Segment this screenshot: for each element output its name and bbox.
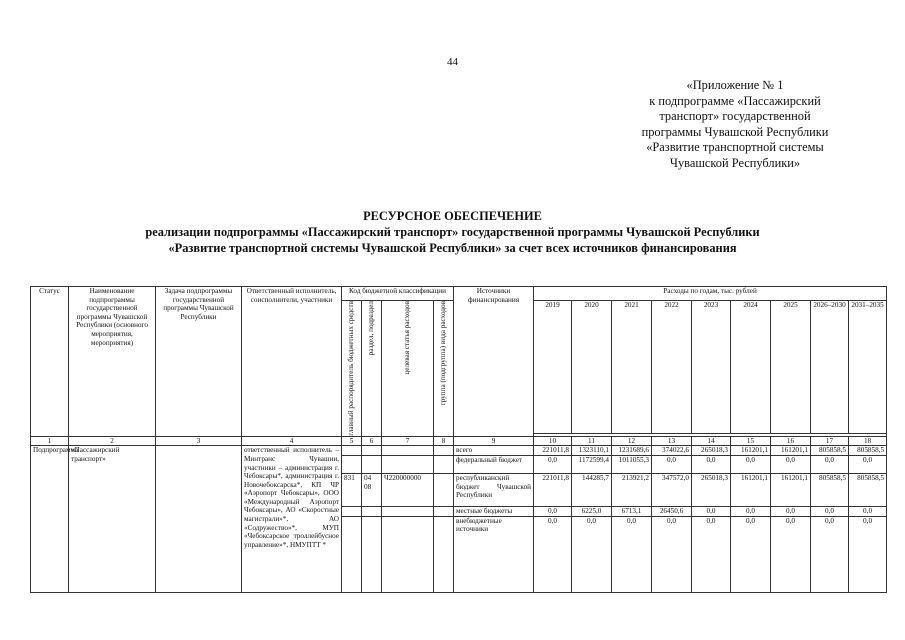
cell-value: 0,0	[692, 516, 731, 592]
cell-value: 0,0	[849, 516, 887, 592]
cell-group	[434, 473, 454, 506]
header-task: Задача подпрограммы государственной программы Чувашской Республики	[156, 287, 242, 437]
column-number: 9	[454, 436, 534, 446]
heading-title: РЕСУРСНОЕ ОБЕСПЕЧЕНИЕ	[363, 209, 542, 223]
header-year: 2020	[572, 301, 612, 434]
cell-grbs: 831	[342, 473, 362, 506]
cell-value: 0,0	[771, 455, 811, 473]
header-year: 2019	[534, 301, 572, 434]
header-code-col	[382, 301, 434, 437]
appendix-line: «Приложение № 1	[686, 78, 784, 92]
column-number: 14	[692, 436, 731, 446]
cell-value: 0,0	[692, 506, 731, 516]
cell-value: 0,0	[731, 455, 771, 473]
column-number: 18	[849, 436, 887, 446]
cell-value: 0,0	[572, 516, 612, 592]
cell-status: Подпрограмма	[31, 446, 69, 592]
cell-value: 1172599,4	[572, 455, 612, 473]
page-number: 44	[447, 56, 458, 68]
cell-target	[382, 506, 434, 516]
cell-value: 6713,1	[612, 506, 652, 516]
cell-value: 213921,2	[612, 473, 652, 506]
header-year: 2026–2030	[811, 301, 849, 434]
cell-group	[434, 446, 454, 456]
header-name: Наименование подпрограммы государственной программы Чувашской Республики (основного мероприятия, мероприятия)	[69, 287, 156, 437]
header-year: 2023	[692, 301, 731, 434]
column-number: 5	[342, 436, 362, 446]
header-status: Статус	[31, 287, 69, 437]
header-year: 2021	[612, 301, 652, 434]
cell-responsible: ответственный исполнитель – Минтранс Чувашии, участники – администрация г. Чебоксары*, администрация г. Новочебоксарска*, КП ЧР «Аэропорт Чебоксары», ООО «Международный Аэропорт Чебоксары», АО «Скоростные магистрали»*, АО «Содружество»*, МУП «Чебоксарское троллейбусное управление»*, НМУПТТ *	[242, 446, 342, 592]
column-numbers-row	[31, 436, 887, 446]
appendix-line: Чувашской Республики»	[669, 155, 801, 170]
header-code-label: целевая статья расходов	[403, 301, 412, 375]
header-sources: Источники финансирования	[454, 287, 534, 437]
header-code-col	[434, 301, 454, 437]
cell-section	[362, 455, 382, 473]
cell-value: 0,0	[534, 516, 572, 592]
column-number: 11	[572, 436, 612, 446]
cell-value: 805858,5	[849, 473, 887, 506]
column-number: 4	[242, 436, 342, 446]
cell-target	[382, 516, 434, 592]
cell-value: 0,0	[811, 506, 849, 516]
cell-value: 805858,5	[811, 473, 849, 506]
cell-section	[362, 516, 382, 592]
cell-value: 0,0	[731, 506, 771, 516]
cell-value: 0,0	[731, 516, 771, 592]
cell-name: «Пассажирский транспорт»	[69, 446, 156, 592]
header-row	[31, 287, 887, 301]
cell-value: 1011055,3	[612, 455, 652, 473]
column-number: 8	[434, 436, 454, 446]
column-number: 17	[811, 436, 849, 446]
column-number: 12	[612, 436, 652, 446]
header-responsible: Ответственный исполнитель, соисполнители, участники	[242, 287, 342, 437]
cell-value: 6225,0	[572, 506, 612, 516]
header-budget-code: Код бюджетной классификации	[342, 287, 454, 301]
cell-value: 1231689,6	[612, 446, 652, 456]
cell-value: 374022,6	[652, 446, 692, 456]
cell-value: 0,0	[534, 506, 572, 516]
header-year: 2031–2035	[849, 301, 887, 434]
cell-section	[362, 446, 382, 456]
cell-value: 144285,7	[572, 473, 612, 506]
cell-value: 0,0	[849, 455, 887, 473]
cell-value: 0,0	[811, 455, 849, 473]
cell-value: 26450,6	[652, 506, 692, 516]
cell-grbs	[342, 506, 362, 516]
cell-value: 221011,8	[534, 473, 572, 506]
header-expenses: Расходы по годам, тыс. рублей	[534, 287, 887, 301]
column-number: 7	[382, 436, 434, 446]
cell-value: 805858,5	[811, 446, 849, 456]
cell-value: 161201,1	[731, 446, 771, 456]
header-code-label: раздел, подраздел	[367, 301, 376, 356]
cell-value: 161201,1	[731, 473, 771, 506]
cell-value: 0,0	[652, 455, 692, 473]
header-code-col	[362, 301, 382, 437]
header-year: 2022	[652, 301, 692, 434]
cell-grbs	[342, 446, 362, 456]
cell-value: 0,0	[652, 516, 692, 592]
cell-grbs	[342, 455, 362, 473]
cell-source: федеральный бюджет	[454, 455, 534, 473]
header-code-label: группа (подгруппа) вида расходов	[439, 301, 448, 406]
column-number: 13	[652, 436, 692, 446]
header-year: 2024	[731, 301, 771, 434]
header-year: 2025	[771, 301, 811, 434]
cell-value: 0,0	[692, 455, 731, 473]
cell-value: 0,0	[811, 516, 849, 592]
cell-value: 161201,1	[771, 446, 811, 456]
appendix-line: транспорт» государственной	[659, 109, 811, 123]
cell-value: 265018,3	[692, 446, 731, 456]
cell-task	[156, 446, 242, 592]
cell-value: 0,0	[534, 455, 572, 473]
cell-value: 805858,5	[849, 446, 887, 456]
appendix-line: к подпрограмме «Пассажирский	[649, 93, 821, 108]
appendix-line: «Развитие транспортной системы	[646, 140, 824, 154]
cell-grbs	[342, 516, 362, 592]
cell-value: 0,0	[771, 506, 811, 516]
resource-table	[30, 286, 887, 593]
column-number: 6	[362, 436, 382, 446]
cell-value: 1323110,1	[572, 446, 612, 456]
header-code-col	[342, 301, 362, 437]
cell-source: всего	[454, 446, 534, 456]
cell-value: 161201,1	[771, 473, 811, 506]
heading-subtitle: «Развитие транспортной системы Чувашской Республики» за счет всех источников финансирования	[168, 241, 737, 255]
column-number: 2	[69, 436, 156, 446]
cell-section	[362, 506, 382, 516]
cell-source: республиканский бюджет Чувашской Республики	[454, 473, 534, 506]
cell-group	[434, 506, 454, 516]
cell-value: 347572,0	[652, 473, 692, 506]
cell-target: Ч220000000	[382, 473, 434, 506]
cell-source: внебюджетные источники	[454, 516, 534, 592]
cell-target	[382, 455, 434, 473]
cell-value: 0,0	[612, 516, 652, 592]
cell-group	[434, 516, 454, 592]
column-number: 10	[534, 436, 572, 446]
cell-value: 265018,3	[692, 473, 731, 506]
appendix-note	[600, 78, 870, 171]
cell-value: 221011,8	[534, 446, 572, 456]
column-number: 1	[31, 436, 69, 446]
cell-section: 04 08	[362, 473, 382, 506]
header-code-label: главный распорядитель бюджетных средств	[347, 301, 356, 436]
cell-source: местные бюджеты	[454, 506, 534, 516]
cell-target	[382, 446, 434, 456]
appendix-line: программы Чувашской Республики	[641, 124, 829, 139]
column-number: 15	[731, 436, 771, 446]
document-heading	[0, 208, 905, 256]
cell-value: 0,0	[849, 506, 887, 516]
cell-value: 0,0	[771, 516, 811, 592]
table-row	[31, 446, 887, 456]
column-number: 16	[771, 436, 811, 446]
heading-subtitle: реализации подпрограммы «Пассажирский транспорт» государственной программы Чувашской Республики	[145, 225, 760, 239]
column-number: 3	[156, 436, 242, 446]
cell-group	[434, 455, 454, 473]
